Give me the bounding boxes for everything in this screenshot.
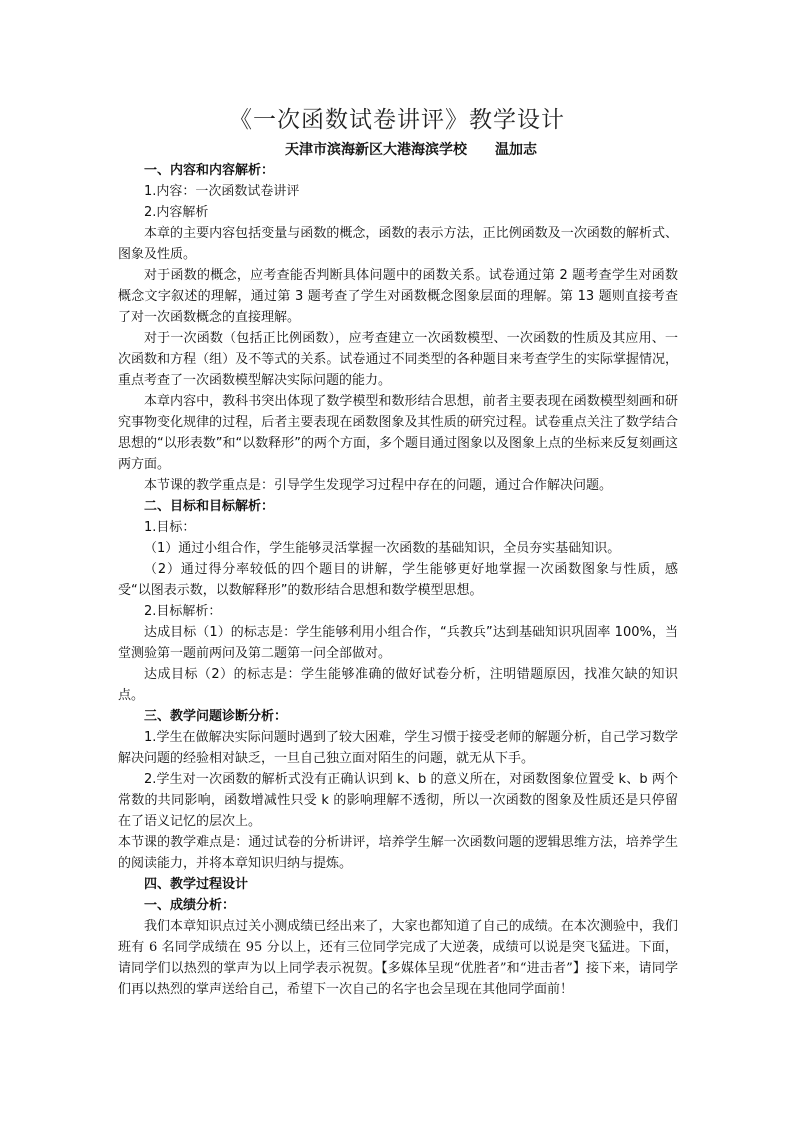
paragraph: 达成目标（2）的标志是：学生能够准确的做好试卷分析，注明错题原因，找准欠缺的知识点。 [118, 667, 678, 703]
section-heading: 二、目标和目标解析： [144, 499, 275, 514]
paragraph: 本节课的教学难点是：通过试卷的分析讲评，培养学生解一次函数问题的逻辑思维方法，培养学生的阅读能力，并将本章知识归纳与提炼。 [118, 835, 678, 871]
paragraph: 1.目标： [144, 520, 196, 535]
section-heading: 一、成绩分析： [144, 898, 236, 913]
paragraph: （1）通过小组合作，学生能够灵活掌握一次函数的基础知识，全员夯实基础知识。 [144, 541, 621, 556]
document-title: 《一次函数试卷讲评》教学设计 [229, 107, 565, 133]
section-heading: 一、内容和内容解析： [144, 163, 275, 178]
paragraph: 2.内容解析 [144, 205, 209, 220]
document-body [118, 160, 678, 1000]
paragraph: 我们本章知识点过关小测成绩已经出来了，大家也都知道了自己的成绩。在本次测验中，我们班有 6 名同学成绩在 95 分以上，还有三位同学完成了大逆袭，成绩可以说是突飞猛进。下面，请同学们以热烈的掌声为以上同学表示祝贺。【多媒体呈现“优胜者”和“进击者”】接下来，请同学们再以热烈的掌声送给自己，希望下一次自己的名字也会呈现在其他同学面前！ [118, 919, 678, 997]
author-line [285, 139, 537, 159]
school-name: 天津市滨海新区大港海滨学校 [285, 142, 467, 158]
paragraph: 1.学生在做解决实际问题时遇到了较大困难，学生习惯于接受老师的解题分析，自己学习数学解决问题的经验相对缺乏，一旦自己独立面对陌生的问题，就无从下手。 [118, 730, 678, 766]
paragraph: （2）通过得分率较低的四个题目的讲解，学生能够更好地掌握一次函数图象与性质，感受“以图表示数，以数解释形”的数形结合思想和数学模型思想。 [118, 562, 678, 598]
paragraph: 1.内容：一次函数试卷讲评 [144, 184, 300, 199]
paragraph: 本章的主要内容包括变量与函数的概念，函数的表示方法，正比例函数及一次函数的解析式、图象及性质。 [118, 226, 678, 262]
section-heading: 四、教学过程设计 [144, 877, 249, 892]
paragraph: 本章内容中，教科书突出体现了数学模型和数形结合思想，前者主要表现在函数模型刻画和研究事物变化规律的过程，后者主要表现在函数图象及其性质的研究过程。试卷重点关注了数学结合思想的“以形表数”和“以数释形”的两个方面，多个题目通过图象以及图象上点的坐标来反复刻画这两方面。 [118, 394, 678, 472]
section-heading: 三、教学问题诊断分析： [144, 709, 288, 724]
author-name: 温加志 [495, 142, 537, 158]
paragraph: 本节课的教学重点是：引导学生发现学习过程中存在的问题，通过合作解决问题。 [144, 478, 613, 493]
paragraph: 2.目标解析： [144, 604, 222, 619]
paragraph: 达成目标（1）的标志是：学生能够利用小组合作，“兵教兵”达到基础知识巩固率 100%，当堂测验第一题前两问及第二题第一问全部做对。 [118, 625, 678, 661]
paragraph: 对于一次函数（包括正比例函数），应考查建立一次函数模型、一次函数的性质及其应用、一次函数和方程（组）及不等式的关系。试卷通过不同类型的各种题目来考查学生的实际掌握情况，重点考查了一次函数模型解决实际问题的能力。 [118, 331, 678, 388]
paragraph: 对于函数的概念，应考查能否判断具体问题中的函数关系。试卷通过第 2 题考查学生对函数概念文字叙述的理解，通过第 3 题考查了学生对函数概念图象层面的理解。第 13 题则直接考查了对一次函数概念的直接理解。 [118, 268, 678, 325]
paragraph: 2.学生对一次函数的解析式没有正确认识到 k、b 的意义所在，对函数图象位置受 k、b 两个常数的共同影响，函数增减性只受 k 的影响理解不透彻，所以一次函数的图象及性质还是只停留在了语义记忆的层次上。 [118, 772, 678, 829]
